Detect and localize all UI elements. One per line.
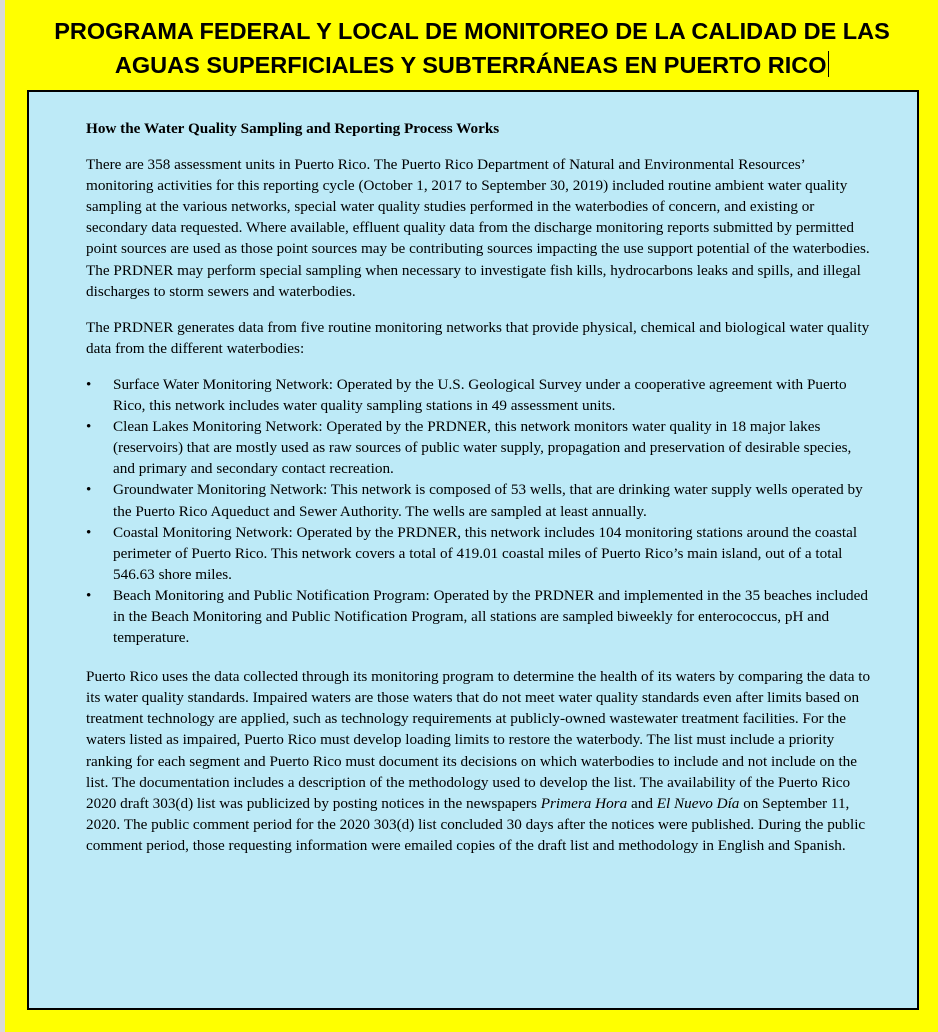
bullet-icon: •: [86, 586, 92, 604]
bullet-icon: •: [86, 481, 92, 499]
list-item-text: Clean Lakes Monitoring Network: Operated by the PRDNER, this network monitors water quality in 18 major lakes (reservoirs) that are mostly used as raw sources of public water supply, propagation and preservation of desirable species, and primary and secondary contact recreation.: [113, 418, 852, 478]
list-item-text: Surface Water Monitoring Network: Operated by the U.S. Geological Survey under a cooperative agreement with Puerto Rico, this network includes water quality sampling stations in 49 assessment units.: [113, 375, 847, 415]
list-item-surface-water: [86, 374, 871, 416]
page-title[interactable]: [6, 14, 938, 82]
bullet-icon: •: [86, 418, 92, 436]
content-text-box[interactable]: [27, 90, 919, 1010]
paragraph-impaired-waters: [86, 666, 871, 856]
paragraph-text-part-3: on September 11, 2020. The public comment period for the 2020 303(d) list concluded 30 days after the notices were published. During the public comment period, those requesting information were emailed copies of the draft list and methodology in English and Spanish.: [86, 794, 866, 854]
title-line-2: [6, 48, 938, 82]
monitoring-networks-list: [86, 374, 871, 648]
list-item-clean-lakes: [86, 416, 871, 479]
paragraph-networks-intro: The PRDNER generates data from five routine monitoring networks that provide physical, chemical and biological water quality data from the different waterbodies:: [86, 318, 870, 357]
newspaper-name-primera-hora: Primera Hora: [540, 794, 628, 812]
list-item-text: Coastal Monitoring Network: Operated by the PRDNER, this network includes 104 monitoring stations around the coastal perimeter of Puerto Rico. This network covers a total of 419.01 coastal miles of Puerto Rico’s main island, out of a total 546.63 shore miles.: [113, 523, 858, 583]
list-item-coastal: [86, 522, 871, 585]
list-item-beach: [86, 585, 871, 648]
paragraph-text-part-2: and: [627, 794, 657, 812]
paragraph-text-part-1: Puerto Rico uses the data collected through its monitoring program to determine the health of its waters by comparing the data to its water quality standards. Impaired waters are those waters that do not meet water quality standards even after limits based on treatment technology are applied, such as technology requirements at publicly-owned wastewater treatment facilities. For the waters listed as impaired, Puerto Rico must develop loading limits to restore the waterbody. The list must include a priority ranking for each segment and Puerto Rico must document its decisions on which waterbodies to include and not include on the list. The documentation includes a description of the methodology used to develop the list. The availability of the Puerto Rico 2020 draft 303(d) list was publicized by posting notices in the newspapers: [86, 668, 871, 812]
text-cursor: [828, 51, 830, 77]
section-heading: How the Water Quality Sampling and Reporting Process Works: [86, 120, 500, 137]
bullet-icon: •: [86, 375, 92, 393]
paragraph-assessment-units: There are 358 assessment units in Puerto Rico. The Puerto Rico Department of Natural and Environmental Resources’ monitoring activities for this reporting cycle (October 1, 2017 to September 30, 2019) included routine ambient water quality sampling at the various networks, special water quality studies performed in the waterbodies of concern, and existing or secondary data requested. Where available, effluent quality data from the discharge monitoring reports submitted by permitted point sources are used as those point sources may be contributing sources impacting the use support potential of the waterbodies. The PRDNER may perform special sampling when necessary to investigate fish kills, hydrocarbons leaks and spills, and illegal discharges to storm sewers and waterbodies.: [86, 156, 870, 300]
list-item-text: Beach Monitoring and Public Notification Program: Operated by the PRDNER and implemented in the 35 beaches included in the Beach Monitoring and Public Notification Program, all stations are sampled biweekly for enterococcus, pH and temperature.: [113, 586, 868, 647]
window-edge: [0, 0, 5, 1032]
title-line-1: PROGRAMA FEDERAL Y LOCAL DE MONITOREO DE LA CALIDAD DE LAS: [54, 18, 890, 44]
bullet-icon: •: [86, 523, 92, 541]
list-item-groundwater: [86, 479, 871, 521]
newspaper-name-el-nuevo-dia: El Nuevo Día: [656, 794, 740, 812]
title-line-2-text: AGUAS SUPERFICIALES Y SUBTERRÁNEAS EN PUERTO RICO: [114, 52, 827, 78]
list-item-text: Groundwater Monitoring Network: This network is composed of 53 wells, that are drinking water supply wells operated by the Puerto Rico Aqueduct and Sewer Authority. The wells are sampled at least annually.: [113, 481, 863, 520]
